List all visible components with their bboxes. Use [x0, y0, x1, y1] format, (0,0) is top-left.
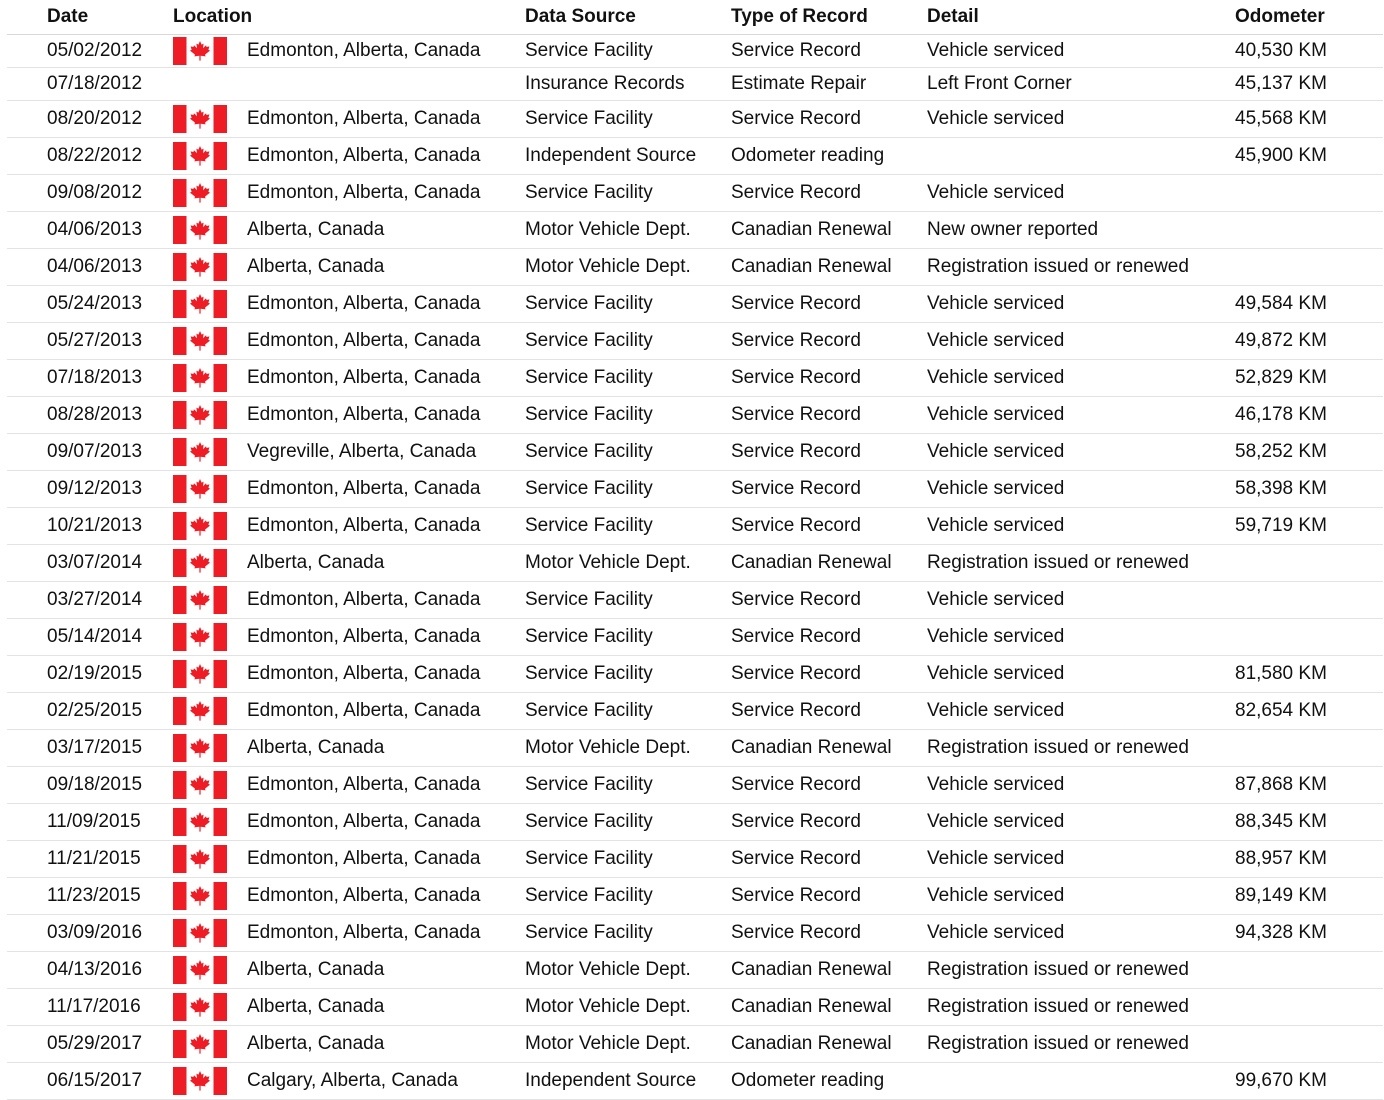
location-text: Alberta, Canada [247, 959, 385, 980]
cell-detail: Vehicle serviced [927, 508, 1235, 545]
vehicle-history-table [7, 0, 1383, 1100]
cell-type-of-record: Estimate Repair [731, 68, 927, 101]
cell-date: 04/13/2016 [7, 952, 173, 989]
canada-flag-icon [173, 475, 227, 503]
location-text: Edmonton, Alberta, Canada [247, 515, 481, 536]
cell-odometer: 46,178 KM [1235, 397, 1383, 434]
table-row [7, 138, 1383, 175]
cell-odometer [1235, 730, 1383, 767]
cell-date: 03/07/2014 [7, 545, 173, 582]
canada-flag-icon [173, 290, 227, 318]
cell-data-source: Service Facility [525, 693, 731, 730]
cell-date: 07/18/2013 [7, 360, 173, 397]
cell-odometer: 45,137 KM [1235, 68, 1383, 101]
cell-odometer: 58,252 KM [1235, 434, 1383, 471]
header-type-of-record[interactable]: Type of Record [731, 0, 927, 35]
cell-data-source: Service Facility [525, 915, 731, 952]
cell-data-source: Service Facility [525, 878, 731, 915]
cell-detail: Vehicle serviced [927, 841, 1235, 878]
location-text: Alberta, Canada [247, 737, 385, 758]
table-row [7, 434, 1383, 471]
cell-detail: Registration issued or renewed [927, 989, 1235, 1026]
canada-flag-icon [173, 105, 227, 133]
canada-flag-icon [173, 697, 227, 725]
cell-type-of-record: Service Record [731, 360, 927, 397]
location-text: Edmonton, Alberta, Canada [247, 885, 481, 906]
cell-data-source: Service Facility [525, 471, 731, 508]
cell-detail: Registration issued or renewed [927, 730, 1235, 767]
canada-flag-icon [173, 512, 227, 540]
cell-odometer [1235, 545, 1383, 582]
table-row [7, 730, 1383, 767]
cell-date: 10/21/2013 [7, 508, 173, 545]
cell-date: 08/28/2013 [7, 397, 173, 434]
cell-detail: Vehicle serviced [927, 582, 1235, 619]
cell-type-of-record: Canadian Renewal [731, 989, 927, 1026]
cell-type-of-record: Service Record [731, 508, 927, 545]
table-row [7, 175, 1383, 212]
cell-type-of-record: Service Record [731, 434, 927, 471]
cell-detail: Vehicle serviced [927, 101, 1235, 138]
cell-type-of-record: Service Record [731, 656, 927, 693]
cell-date: 05/27/2013 [7, 323, 173, 360]
table-row [7, 619, 1383, 656]
cell-date: 11/23/2015 [7, 878, 173, 915]
cell-odometer [1235, 249, 1383, 286]
location-text: Alberta, Canada [247, 256, 385, 277]
cell-date: 04/06/2013 [7, 249, 173, 286]
cell-date: 03/27/2014 [7, 582, 173, 619]
cell-data-source: Service Facility [525, 35, 731, 68]
cell-date: 11/17/2016 [7, 989, 173, 1026]
cell-data-source: Motor Vehicle Dept. [525, 989, 731, 1026]
location-text: Edmonton, Alberta, Canada [247, 293, 481, 314]
cell-data-source: Motor Vehicle Dept. [525, 545, 731, 582]
cell-type-of-record: Service Record [731, 471, 927, 508]
cell-location [173, 841, 525, 878]
cell-odometer: 49,872 KM [1235, 323, 1383, 360]
cell-location [173, 767, 525, 804]
cell-odometer: 99,670 KM [1235, 1063, 1383, 1100]
cell-type-of-record: Canadian Renewal [731, 1026, 927, 1063]
location-text: Vegreville, Alberta, Canada [247, 441, 477, 462]
table-header-row [7, 0, 1383, 35]
table-row [7, 360, 1383, 397]
cell-detail: Vehicle serviced [927, 323, 1235, 360]
cell-date: 07/18/2012 [7, 68, 173, 101]
cell-type-of-record: Canadian Renewal [731, 952, 927, 989]
cell-location [173, 35, 525, 68]
location-text: Edmonton, Alberta, Canada [247, 848, 481, 869]
cell-detail [927, 138, 1235, 175]
cell-type-of-record: Service Record [731, 804, 927, 841]
cell-type-of-record: Service Record [731, 101, 927, 138]
location-text: Edmonton, Alberta, Canada [247, 922, 481, 943]
cell-detail: Vehicle serviced [927, 767, 1235, 804]
cell-location [173, 471, 525, 508]
cell-data-source: Motor Vehicle Dept. [525, 730, 731, 767]
table-row [7, 656, 1383, 693]
table-row [7, 545, 1383, 582]
cell-data-source: Motor Vehicle Dept. [525, 952, 731, 989]
location-text: Edmonton, Alberta, Canada [247, 404, 481, 425]
cell-date: 02/19/2015 [7, 656, 173, 693]
cell-odometer: 58,398 KM [1235, 471, 1383, 508]
header-detail[interactable]: Detail [927, 0, 1235, 35]
canada-flag-icon [173, 623, 227, 651]
canada-flag-icon [173, 1067, 227, 1095]
cell-date: 03/17/2015 [7, 730, 173, 767]
location-text: Edmonton, Alberta, Canada [247, 774, 481, 795]
cell-type-of-record: Service Record [731, 323, 927, 360]
table-row [7, 841, 1383, 878]
cell-data-source: Service Facility [525, 101, 731, 138]
cell-date: 11/09/2015 [7, 804, 173, 841]
header-location[interactable]: Location [173, 0, 525, 35]
cell-type-of-record: Canadian Renewal [731, 545, 927, 582]
table-row [7, 471, 1383, 508]
cell-data-source: Independent Source [525, 1063, 731, 1100]
table-row [7, 989, 1383, 1026]
cell-location [173, 1026, 525, 1063]
cell-detail: New owner reported [927, 212, 1235, 249]
cell-odometer [1235, 1026, 1383, 1063]
cell-type-of-record: Odometer reading [731, 1063, 927, 1100]
table-row [7, 915, 1383, 952]
cell-data-source: Service Facility [525, 360, 731, 397]
cell-odometer: 45,900 KM [1235, 138, 1383, 175]
cell-data-source: Service Facility [525, 508, 731, 545]
location-text: Edmonton, Alberta, Canada [247, 663, 481, 684]
table-row [7, 397, 1383, 434]
table-row [7, 878, 1383, 915]
canada-flag-icon [173, 253, 227, 281]
cell-detail: Registration issued or renewed [927, 249, 1235, 286]
header-date[interactable]: Date [7, 0, 173, 35]
cell-data-source: Independent Source [525, 138, 731, 175]
table-row [7, 35, 1383, 68]
cell-detail [927, 1063, 1235, 1100]
location-text: Edmonton, Alberta, Canada [247, 367, 481, 388]
location-text: Edmonton, Alberta, Canada [247, 589, 481, 610]
cell-location [173, 212, 525, 249]
cell-location [173, 952, 525, 989]
header-data-source[interactable]: Data Source [525, 0, 731, 35]
location-text: Edmonton, Alberta, Canada [247, 330, 481, 351]
location-text: Edmonton, Alberta, Canada [247, 811, 481, 832]
cell-location [173, 804, 525, 841]
cell-data-source: Service Facility [525, 397, 731, 434]
canada-flag-icon [173, 845, 227, 873]
cell-date: 09/08/2012 [7, 175, 173, 212]
cell-detail: Vehicle serviced [927, 804, 1235, 841]
location-text: Edmonton, Alberta, Canada [247, 182, 481, 203]
cell-type-of-record: Service Record [731, 878, 927, 915]
canada-flag-icon [173, 549, 227, 577]
cell-detail: Vehicle serviced [927, 915, 1235, 952]
cell-location [173, 582, 525, 619]
cell-data-source: Service Facility [525, 656, 731, 693]
cell-data-source: Service Facility [525, 434, 731, 471]
cell-detail: Vehicle serviced [927, 397, 1235, 434]
cell-odometer: 45,568 KM [1235, 101, 1383, 138]
canada-flag-icon [173, 882, 227, 910]
cell-data-source: Motor Vehicle Dept. [525, 249, 731, 286]
canada-flag-icon [173, 327, 227, 355]
table-row [7, 1026, 1383, 1063]
location-text: Calgary, Alberta, Canada [247, 1070, 458, 1091]
location-text: Edmonton, Alberta, Canada [247, 478, 481, 499]
location-text: Alberta, Canada [247, 552, 385, 573]
cell-data-source: Service Facility [525, 286, 731, 323]
canada-flag-icon [173, 919, 227, 947]
table-row [7, 212, 1383, 249]
cell-odometer: 40,530 KM [1235, 35, 1383, 68]
cell-type-of-record: Service Record [731, 286, 927, 323]
table-row [7, 323, 1383, 360]
cell-date: 11/21/2015 [7, 841, 173, 878]
cell-data-source: Service Facility [525, 767, 731, 804]
cell-type-of-record: Service Record [731, 767, 927, 804]
canada-flag-icon [173, 37, 227, 65]
cell-odometer: 81,580 KM [1235, 656, 1383, 693]
cell-location [173, 508, 525, 545]
cell-detail: Vehicle serviced [927, 471, 1235, 508]
cell-type-of-record: Service Record [731, 915, 927, 952]
cell-detail: Left Front Corner [927, 68, 1235, 101]
history-table-container [7, 0, 1383, 1100]
cell-type-of-record: Service Record [731, 175, 927, 212]
cell-location [173, 730, 525, 767]
cell-odometer: 88,345 KM [1235, 804, 1383, 841]
cell-location [173, 397, 525, 434]
cell-data-source: Insurance Records [525, 68, 731, 101]
cell-detail: Registration issued or renewed [927, 952, 1235, 989]
location-text: Edmonton, Alberta, Canada [247, 626, 481, 647]
canada-flag-icon [173, 734, 227, 762]
location-text: Alberta, Canada [247, 996, 385, 1017]
cell-date: 09/07/2013 [7, 434, 173, 471]
cell-data-source: Motor Vehicle Dept. [525, 212, 731, 249]
cell-location [173, 693, 525, 730]
canada-flag-icon [173, 956, 227, 984]
cell-detail: Vehicle serviced [927, 878, 1235, 915]
cell-location [173, 286, 525, 323]
cell-location [173, 68, 525, 101]
cell-location [173, 101, 525, 138]
table-row [7, 582, 1383, 619]
cell-location [173, 249, 525, 286]
cell-odometer [1235, 619, 1383, 656]
table-row [7, 249, 1383, 286]
cell-location [173, 989, 525, 1026]
cell-odometer: 82,654 KM [1235, 693, 1383, 730]
cell-detail: Vehicle serviced [927, 656, 1235, 693]
cell-odometer: 52,829 KM [1235, 360, 1383, 397]
cell-odometer: 89,149 KM [1235, 878, 1383, 915]
cell-odometer [1235, 989, 1383, 1026]
cell-date: 05/14/2014 [7, 619, 173, 656]
cell-location [173, 915, 525, 952]
cell-odometer [1235, 952, 1383, 989]
cell-odometer [1235, 175, 1383, 212]
cell-location [173, 878, 525, 915]
cell-type-of-record: Service Record [731, 582, 927, 619]
cell-date: 09/12/2013 [7, 471, 173, 508]
cell-date: 08/22/2012 [7, 138, 173, 175]
cell-location [173, 175, 525, 212]
location-text: Alberta, Canada [247, 219, 385, 240]
cell-location [173, 323, 525, 360]
canada-flag-icon [173, 993, 227, 1021]
cell-location [173, 545, 525, 582]
table-row [7, 68, 1383, 101]
cell-date: 05/24/2013 [7, 286, 173, 323]
cell-type-of-record: Service Record [731, 841, 927, 878]
cell-odometer: 88,957 KM [1235, 841, 1383, 878]
cell-type-of-record: Canadian Renewal [731, 730, 927, 767]
cell-data-source: Service Facility [525, 323, 731, 360]
cell-detail: Vehicle serviced [927, 693, 1235, 730]
cell-date: 02/25/2015 [7, 693, 173, 730]
cell-detail: Registration issued or renewed [927, 1026, 1235, 1063]
cell-odometer: 49,584 KM [1235, 286, 1383, 323]
cell-data-source: Service Facility [525, 175, 731, 212]
cell-location [173, 656, 525, 693]
cell-odometer: 94,328 KM [1235, 915, 1383, 952]
table-body [7, 35, 1383, 1100]
cell-odometer: 87,868 KM [1235, 767, 1383, 804]
cell-odometer [1235, 212, 1383, 249]
location-text: Edmonton, Alberta, Canada [247, 145, 481, 166]
cell-type-of-record: Canadian Renewal [731, 249, 927, 286]
table-row [7, 1063, 1383, 1100]
canada-flag-icon [173, 438, 227, 466]
location-text: Edmonton, Alberta, Canada [247, 40, 481, 61]
cell-date: 05/02/2012 [7, 35, 173, 68]
table-row [7, 767, 1383, 804]
location-text: Alberta, Canada [247, 1033, 385, 1054]
cell-date: 05/29/2017 [7, 1026, 173, 1063]
cell-type-of-record: Service Record [731, 35, 927, 68]
location-text: Edmonton, Alberta, Canada [247, 700, 481, 721]
header-odometer[interactable]: Odometer [1235, 0, 1383, 35]
cell-type-of-record: Service Record [731, 397, 927, 434]
cell-odometer [1235, 582, 1383, 619]
cell-date: 06/15/2017 [7, 1063, 173, 1100]
cell-detail: Vehicle serviced [927, 619, 1235, 656]
cell-date: 04/06/2013 [7, 212, 173, 249]
cell-location [173, 434, 525, 471]
cell-data-source: Service Facility [525, 841, 731, 878]
canada-flag-icon [173, 364, 227, 392]
cell-location [173, 360, 525, 397]
canada-flag-icon [173, 1030, 227, 1058]
cell-type-of-record: Service Record [731, 693, 927, 730]
cell-data-source: Service Facility [525, 582, 731, 619]
cell-detail: Vehicle serviced [927, 360, 1235, 397]
cell-location [173, 619, 525, 656]
cell-location [173, 138, 525, 175]
canada-flag-icon [173, 808, 227, 836]
canada-flag-icon [173, 179, 227, 207]
canada-flag-icon [173, 142, 227, 170]
cell-odometer: 59,719 KM [1235, 508, 1383, 545]
cell-data-source: Motor Vehicle Dept. [525, 1026, 731, 1063]
cell-date: 03/09/2016 [7, 915, 173, 952]
canada-flag-icon [173, 586, 227, 614]
table-row [7, 286, 1383, 323]
cell-detail: Registration issued or renewed [927, 545, 1235, 582]
cell-detail: Vehicle serviced [927, 286, 1235, 323]
cell-location [173, 1063, 525, 1100]
cell-detail: Vehicle serviced [927, 434, 1235, 471]
table-row [7, 508, 1383, 545]
table-row [7, 101, 1383, 138]
cell-type-of-record: Service Record [731, 619, 927, 656]
location-text: Edmonton, Alberta, Canada [247, 108, 481, 129]
table-row [7, 693, 1383, 730]
cell-date: 09/18/2015 [7, 767, 173, 804]
cell-detail: Vehicle serviced [927, 35, 1235, 68]
cell-date: 08/20/2012 [7, 101, 173, 138]
canada-flag-icon [173, 401, 227, 429]
canada-flag-icon [173, 216, 227, 244]
table-row [7, 804, 1383, 841]
canada-flag-icon [173, 771, 227, 799]
cell-data-source: Service Facility [525, 619, 731, 656]
canada-flag-icon [173, 660, 227, 688]
cell-detail: Vehicle serviced [927, 175, 1235, 212]
table-row [7, 952, 1383, 989]
cell-type-of-record: Canadian Renewal [731, 212, 927, 249]
cell-data-source: Service Facility [525, 804, 731, 841]
cell-type-of-record: Odometer reading [731, 138, 927, 175]
